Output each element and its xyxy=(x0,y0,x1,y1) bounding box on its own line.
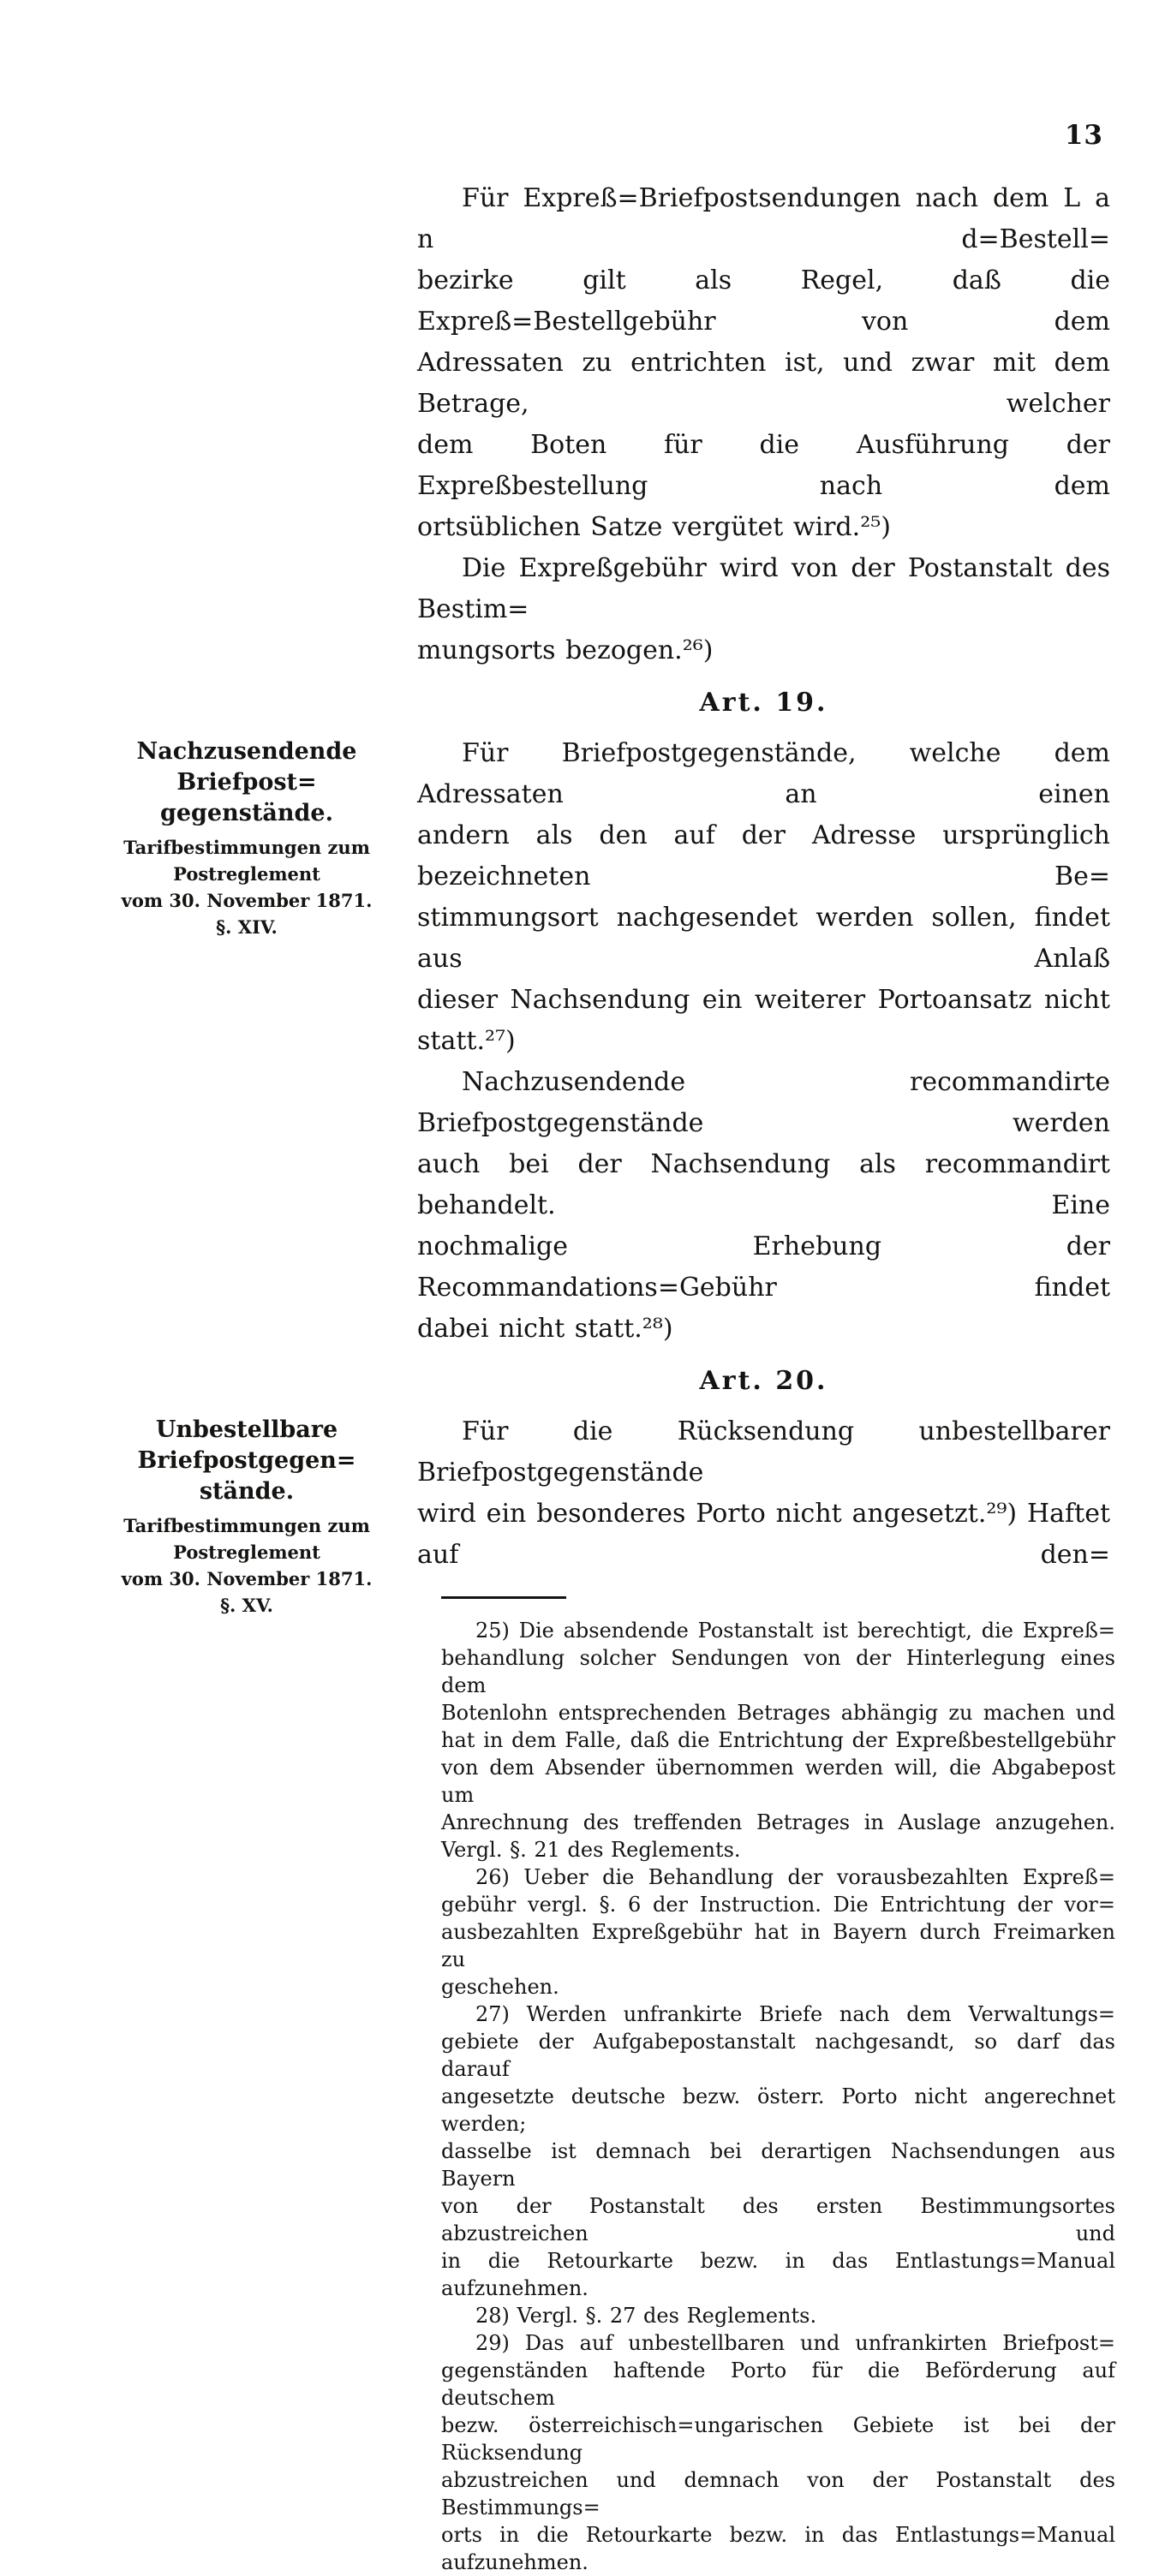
intro-paragraph-1 xyxy=(417,178,1110,548)
text-line: dem Boten für die Ausführung der Expreßbestellung nach dem xyxy=(417,430,1110,501)
text-line: 27) Werden unfrankirte Briefe nach dem Verwaltungs= xyxy=(475,2002,1115,2026)
text-line: auch bei der Nachsendung als recommandirt behandelt. Eine xyxy=(417,1149,1110,1220)
text-line: §. XIV. xyxy=(216,916,278,938)
article-20-margin-note xyxy=(67,1415,427,1619)
margin-note-title xyxy=(67,736,427,829)
text-line: Botenlohn entsprechenden Betrages abhängig zu machen und xyxy=(441,1701,1115,1725)
margin-note-title xyxy=(67,1415,427,1507)
intro-section xyxy=(0,178,1165,671)
article-20-body-row xyxy=(0,1411,1165,1616)
margin-note-subtitle xyxy=(67,834,427,940)
text-line: Tarifbestimmungen zum Postreglement xyxy=(123,1515,370,1563)
article-19-paragraph-2 xyxy=(417,1062,1110,1350)
text-line: geschehen. xyxy=(441,1975,559,1999)
text-line: 29) Das auf unbestellbaren und unfrankirten Briefpost= xyxy=(475,2331,1115,2355)
text-line: Die Expreßgebühr wird von der Postanstalt des Bestim= xyxy=(417,553,1110,624)
text-line: mungsorts bezogen.²⁶) xyxy=(417,635,714,665)
text-line: Für die Rücksendung unbestellbarer Briefpostgegenstände xyxy=(417,1416,1110,1488)
text-line: gegenständen haftende Porto für die Beförderung auf deutschem xyxy=(441,2358,1115,2410)
text-line: abzustreichen und demnach von der Postanstalt des Bestimmungs= xyxy=(441,2468,1115,2519)
text-line: Nachzusendende recommandirte Briefpostgegenstände werden xyxy=(417,1067,1110,1138)
footnote-29 xyxy=(441,2329,1115,2576)
text-line: ausbezahlten Expreßgebühr hat in Bayern durch Freimarken zu xyxy=(441,1920,1115,1971)
text-line: Vergl. §. 21 des Reglements. xyxy=(441,1838,741,1862)
page-number: 13 xyxy=(1064,120,1103,151)
text-line: vom 30. November 1871. xyxy=(121,1568,373,1589)
text-line: dieser Nachsendung ein weiterer Portoansatz nicht statt.²⁷) xyxy=(417,985,1110,1056)
text-line: bezw. österreichisch=ungarischen Gebiete ist bei der Rücksendung xyxy=(441,2413,1115,2465)
text-line: vom 30. November 1871. xyxy=(121,890,373,911)
article-19-heading-row xyxy=(0,689,1165,718)
text-line: hat in dem Falle, daß die Entrichtung der Expreßbestellgebühr xyxy=(441,1728,1115,1752)
text-line: dabei nicht statt.²⁸) xyxy=(417,1314,673,1344)
text-line: dasselbe ist demnach bei derartigen Nachsendungen aus Bayern xyxy=(441,2139,1115,2191)
footnote-26 xyxy=(441,1863,1115,2001)
text-line: Für Briefpostgegenstände, welche dem Adressaten an einen xyxy=(417,738,1110,809)
text-line: in die Retourkarte bezw. in das Entlastungs=Manual aufzunehmen. xyxy=(441,2249,1115,2300)
text-line: gegenstände. xyxy=(160,800,333,826)
footnote-25 xyxy=(441,1617,1115,1863)
text-line: ortsüblichen Satze vergütet wird.²⁵) xyxy=(417,512,891,542)
text-line: angesetzte deutsche bezw. österr. Porto nicht angerechnet werden; xyxy=(441,2084,1115,2136)
text-line: gebiete der Aufgabepostanstalt nachgesandt, so darf das darauf xyxy=(441,2030,1115,2081)
footnotes-section xyxy=(0,1596,1165,2576)
text-line: gebühr vergl. §. 6 der Instruction. Die Entrichtung der vor= xyxy=(441,1893,1115,1917)
article-19-margin-note xyxy=(67,736,427,940)
text-line: aufzunehmen. xyxy=(441,2550,588,2574)
text-line: 25) Die absendende Postanstalt ist berechtigt, die Expreß= xyxy=(475,1619,1115,1643)
text-line: bezirke gilt als Regel, daß die Expreß=Bestellgebühr von dem xyxy=(417,265,1110,337)
text-line: Nachzusendende Briefpost= xyxy=(136,738,357,796)
article-19-body-row xyxy=(0,733,1165,1350)
text-line: andern als den auf der Adresse ursprünglich bezeichneten Be= xyxy=(417,820,1110,891)
article-20-heading-row xyxy=(0,1367,1165,1396)
text-line: stände. xyxy=(199,1478,295,1505)
text-line: orts in die Retourkarte bezw. in das Entlastungs=Manual xyxy=(441,2523,1115,2547)
article-19-heading: Art. 19. xyxy=(699,688,828,718)
text-line: Unbestellbare Briefpostgegen= xyxy=(137,1416,356,1474)
article-20-paragraph-1 xyxy=(417,1411,1110,1576)
footnote-27 xyxy=(441,2001,1115,2302)
text-line: behandlung solcher Sendungen von der Hinterlegung eines dem xyxy=(441,1646,1115,1697)
text-line: Für Expreß=Briefpostsendungen nach dem L a n d=Bestell= xyxy=(417,183,1110,254)
text-line: §. XV. xyxy=(220,1595,273,1616)
text-line: wird ein besonderes Porto nicht angesetzt.²⁹) Haftet auf den= xyxy=(417,1499,1110,1570)
text-line: 28) Vergl. §. 27 des Reglements. xyxy=(475,2304,817,2328)
text-line: 26) Ueber die Behandlung der vorausbezahlten Expreß= xyxy=(475,1865,1115,1889)
text-line: von dem Absender übernommen werden will, die Abgabepost um xyxy=(441,1756,1115,1807)
article-20-heading: Art. 20. xyxy=(699,1366,828,1396)
text-line: nochmalige Erhebung der Recommandations=Gebühr findet xyxy=(417,1231,1110,1303)
footnote-separator-rule xyxy=(441,1596,566,1599)
text-line: Tarifbestimmungen zum Postreglement xyxy=(123,837,370,885)
intro-paragraph-2 xyxy=(417,548,1110,671)
text-line: von der Postanstalt des ersten Bestimmungsortes abzustreichen und xyxy=(441,2194,1115,2245)
text-line: Anrechnung des treffenden Betrages in Auslage anzugehen. xyxy=(441,1810,1115,1834)
text-line: stimmungsort nachgesendet werden sollen, findet aus Anlaß xyxy=(417,903,1110,974)
footnote-28 xyxy=(441,2302,1115,2329)
text-line: Adressaten zu entrichten ist, und zwar mit dem Betrage, welcher xyxy=(417,348,1110,419)
article-19-paragraph-1 xyxy=(417,733,1110,1062)
